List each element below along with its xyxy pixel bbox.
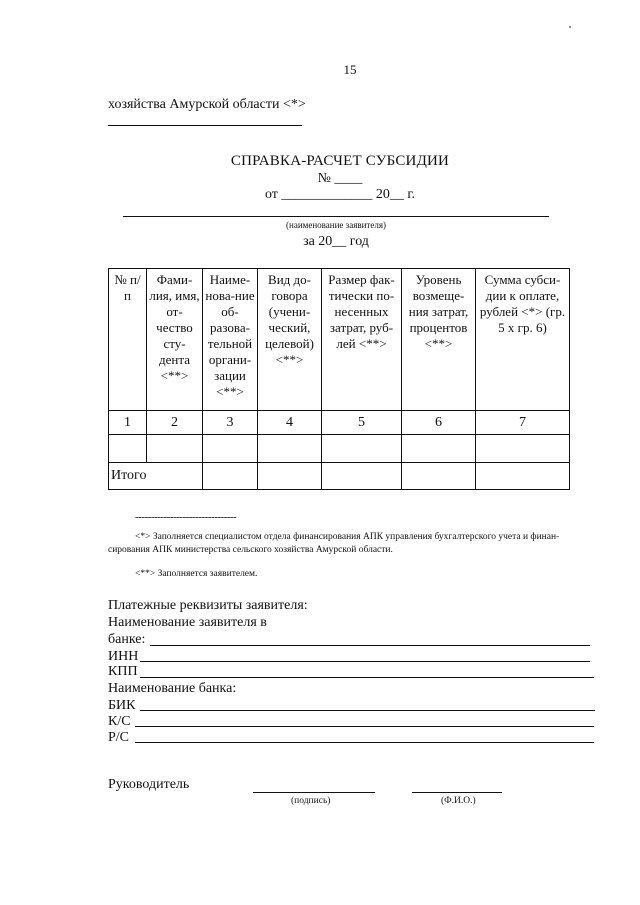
organization-underline <box>108 125 302 126</box>
ks-fill-line <box>135 726 594 727</box>
applicant-name-line <box>123 216 549 217</box>
bank-name-label: Наименование банка: <box>108 681 237 696</box>
signature-line <box>253 792 375 793</box>
table-cell <box>322 435 402 463</box>
table-row <box>109 435 570 463</box>
inn-label: ИНН <box>108 649 139 664</box>
column-number: 3 <box>203 411 258 435</box>
fio-line <box>412 792 502 793</box>
head-label: Руководитель <box>108 777 190 792</box>
header-cell: Наиме-нова-ние об-разова-тельной органи-зации <**> <box>203 269 258 411</box>
table-cell <box>402 463 476 490</box>
applicant-caption: (наименование заявителя) <box>286 220 386 230</box>
total-label: Итого <box>109 463 203 490</box>
requisites-title: Платежные реквизиты заявителя: <box>108 598 308 613</box>
header-cell: Сумма субси-дии к оплате, рублей <*> (гр. 5 х гр. 6) <box>476 269 570 411</box>
table-cell <box>258 463 322 490</box>
column-number: 1 <box>109 411 147 435</box>
applicant-name-label: Наименование заявителя в <box>108 615 267 630</box>
table-cell <box>147 435 203 463</box>
table-header-row <box>109 269 570 411</box>
year-line: за 20__ год <box>303 234 369 249</box>
bik-fill-line <box>140 710 595 711</box>
fio-caption: (Ф.И.О.) <box>441 796 476 806</box>
table-cell <box>402 435 476 463</box>
document-title: СПРАВКА-РАСЧЕТ СУБСИДИИ <box>230 153 450 169</box>
footnote-separator: -------------------------------- <box>135 511 237 523</box>
column-number: 5 <box>322 411 402 435</box>
table-cell <box>322 463 402 490</box>
bank-fill-line <box>150 645 590 646</box>
ks-label: К/С <box>108 714 131 729</box>
footnote-1-continuation: сирования АПК министерства сельского хозяйства Амурской области. <box>108 545 393 555</box>
column-number-row <box>109 411 570 435</box>
kpp-label: КПП <box>108 664 138 679</box>
footnote-2: <**> Заполняется заявителем. <box>135 569 258 579</box>
header-cell: Размер фак-тически по-несенных затрат, руб-лей <**> <box>322 269 402 411</box>
column-number: 7 <box>476 411 570 435</box>
rs-fill-line <box>135 742 594 743</box>
kpp-fill-line <box>140 677 594 678</box>
organization-line: хозяйства Амурской области <*> <box>108 97 306 112</box>
column-number: 2 <box>147 411 203 435</box>
total-row <box>109 463 570 490</box>
table-cell <box>258 435 322 463</box>
header-cell: Уровень возмеще-ния затрат, процентов <**> <box>402 269 476 411</box>
scan-speck <box>569 26 571 28</box>
rs-label: Р/С <box>108 730 130 745</box>
subsidy-table <box>108 268 570 490</box>
table-cell <box>476 435 570 463</box>
header-cell: Фами-лия, имя, от-чество сту-дента <**> <box>147 269 203 411</box>
table-cell <box>109 435 147 463</box>
bik-label: БИК <box>108 698 136 713</box>
header-cell: Вид до-говора (учени-ческий, целевой) <**> <box>258 269 322 411</box>
table-cell <box>476 463 570 490</box>
footnote-1: <*> Заполняется специалистом отдела финансирования АПК управления бухгалтерского учета и финан- <box>135 532 560 542</box>
header-cell: № п/п <box>109 269 147 411</box>
signature-caption: (подпись) <box>291 796 331 806</box>
table-cell <box>203 435 258 463</box>
page-number: 15 <box>343 62 357 77</box>
inn-fill-line <box>140 661 590 662</box>
column-number: 6 <box>402 411 476 435</box>
table-cell <box>203 463 258 490</box>
bank-label: банке: <box>108 632 146 647</box>
document-number: № ____ <box>317 171 363 186</box>
column-number: 4 <box>258 411 322 435</box>
document-date: от _____________ 20__ г. <box>264 187 416 202</box>
